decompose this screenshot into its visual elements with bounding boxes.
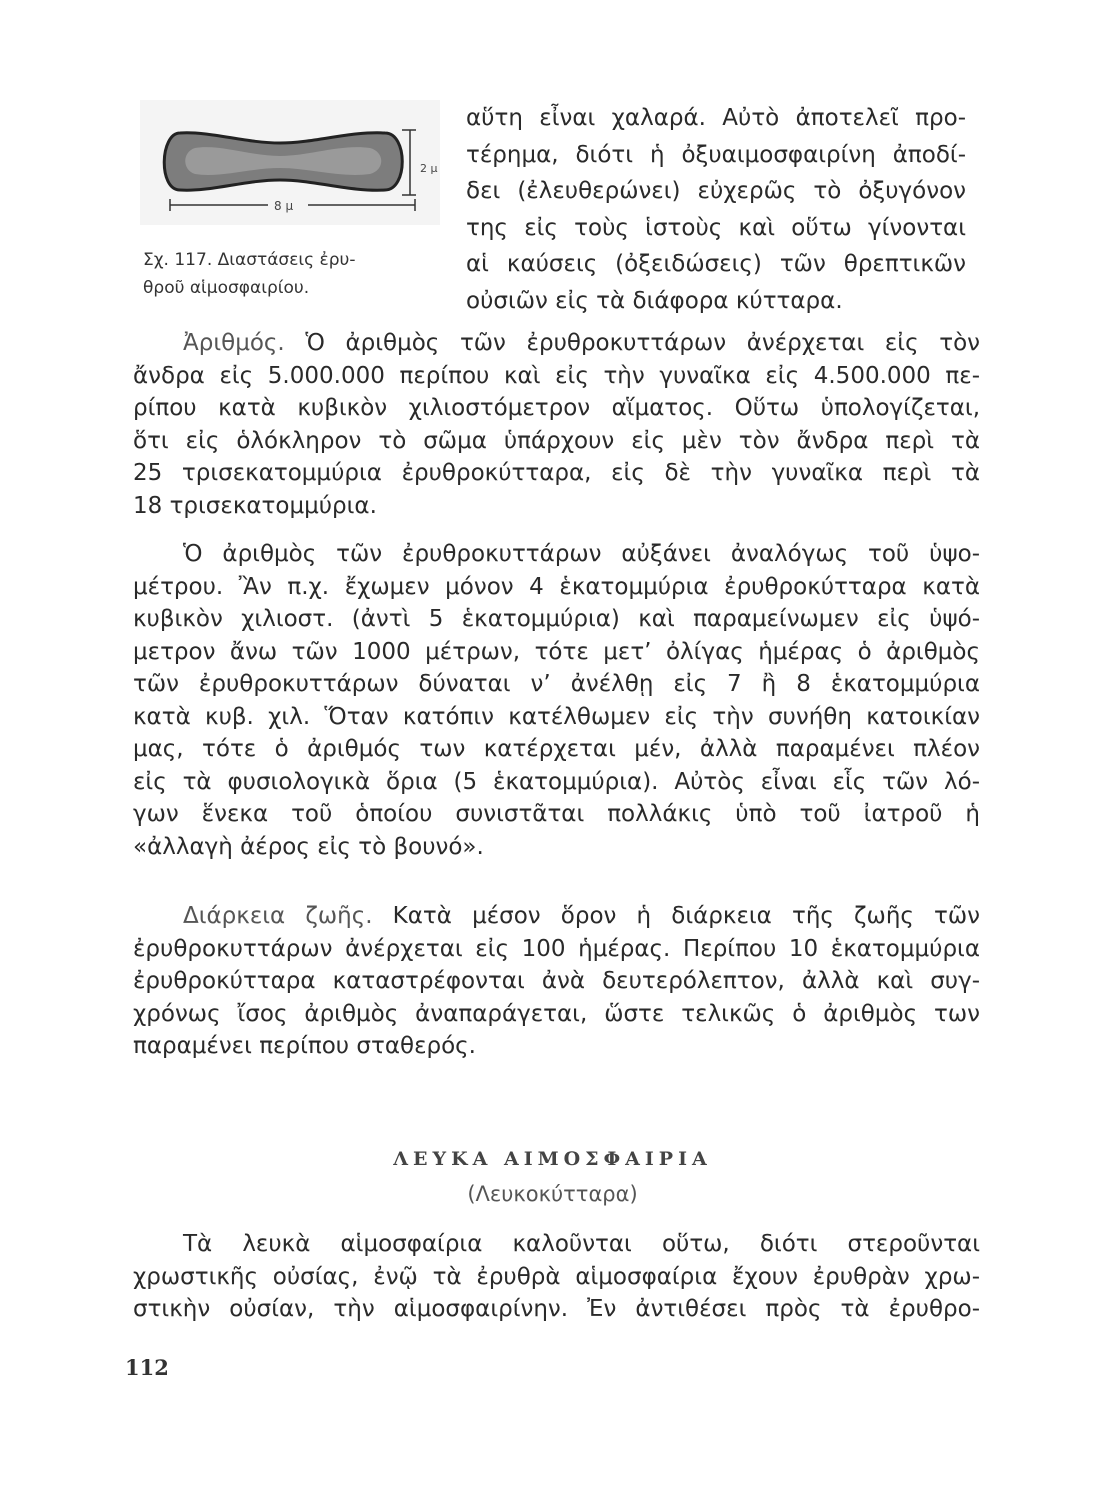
text-line: Ἀριθμός. Ὁ ἀριθμὸς τῶν ἐρυθροκυττάρων ἀνέρχεται εἰς τὸν bbox=[183, 330, 980, 356]
text-line: τῶν ἐρυθροκυττάρων δύναται ν’ ἀνέλθῃ εἰς 7 ἢ 8 ἑκατομμύρια bbox=[133, 671, 980, 697]
width-label: 8 μ bbox=[274, 199, 294, 213]
text-line: 25 τρισεκατομμύρια ἐρυθροκύτταρα, εἰς δὲ τὴν γυναῖκα περὶ τὰ bbox=[133, 460, 980, 486]
altitude-paragraph bbox=[133, 538, 980, 863]
text-line: αἱ καύσεις (ὀξειδώσεις) τῶν θρεπτικῶν bbox=[466, 251, 966, 277]
text-line: κυβικὸν χιλιοστ. (ἀντὶ 5 ἑκατομμύρια) καὶ παραμείνωμεν εἰς ὑψό- bbox=[133, 606, 980, 632]
section-heading: Ἀριθμός. bbox=[183, 330, 285, 356]
lifespan-paragraph bbox=[133, 900, 980, 1063]
top-paragraph bbox=[466, 100, 966, 319]
text-line: μέτρου. Ἂν π.χ. ἔχωμεν μόνον 4 ἑκατομμύρια ἐρυθροκύτταρα κατὰ bbox=[133, 573, 980, 600]
text-line: οὐσιῶν εἰς τὰ διάφορα κύτταρα. bbox=[466, 287, 843, 314]
text-line: γων ἕνεκα τοῦ ὁποίου συνιστᾶται πολλάκις ὑπὸ τοῦ ἰατροῦ ἡ bbox=[133, 801, 980, 827]
caption-line: θροῦ αἱμοσφαιρίου. bbox=[143, 278, 310, 298]
text-line: μετρον ἄνω τῶν 1000 μέτρων, τότε μετ’ ὀλίγας ἡμέρας ὁ ἀριθμὸς bbox=[133, 638, 980, 665]
text-line: Διάρκεια ζωῆς. Κατὰ μέσον ὅρον ἡ διάρκεια τῆς ζωῆς τῶν bbox=[183, 903, 980, 929]
text-line: δει (ἐλευθερώνει) εὐχερῶς τὸ ὀξυγόνον bbox=[466, 178, 966, 204]
text-line: ρίπου κατὰ κυβικὸν χιλιοστόμετρον αἵματος. Οὕτω ὑπολογίζεται, bbox=[133, 395, 980, 421]
section-heading: Διάρκεια ζωῆς. bbox=[183, 903, 373, 929]
text-line: ὅτι εἰς ὁλόκληρον τὸ σῶμα ὑπάρχουν εἰς μὲν τὸν ἄνδρα περὶ τὰ bbox=[133, 427, 980, 454]
height-label: 2 μ bbox=[420, 162, 438, 175]
text-line: 18 τρισεκατομμύρια. bbox=[133, 492, 377, 519]
text-line: Ὁ ἀριθμὸς τῶν ἐρυθροκυττάρων αὐξάνει ἀναλόγως τοῦ ὑψο- bbox=[183, 541, 980, 567]
figure-caption bbox=[143, 246, 443, 302]
figure-117 bbox=[140, 100, 440, 225]
arithmos-paragraph bbox=[133, 327, 980, 522]
text-line: ἄνδρα εἰς 5.000.000 περίπου καὶ εἰς τὴν γυναῖκα εἰς 4.500.000 πε- bbox=[133, 362, 980, 389]
text-line: χρόνως ἴσος ἀριθμὸς ἀναπαράγεται, ὥστε τελικῶς ὁ ἀριθμὸς των bbox=[133, 1000, 980, 1027]
text-line: χρωστικῆς οὐσίας, ἐνῷ τὰ ἐρυθρὰ αἱμοσφαίρια ἔχουν ἐρυθρὰν χρω- bbox=[133, 1263, 980, 1290]
text-line: παραμένει περίπου σταθερός. bbox=[133, 1033, 476, 1059]
section-title: ΛΕΥΚΑ ΑΙΜΟΣΦΑΙΡΙΑ bbox=[393, 1148, 712, 1170]
erythrocyte-diagram bbox=[140, 100, 440, 225]
text-line: μας, τότε ὁ ἀριθμός των κατέρχεται μέν, ἀλλὰ παραμένει πλέον bbox=[133, 736, 980, 762]
text-line: αὕτη εἶναι χαλαρά. Αὐτὸ ἀποτελεῖ προ- bbox=[466, 105, 966, 131]
section-subtitle: (Λευκοκύτταρα) bbox=[467, 1182, 638, 1206]
leukocytes-paragraph bbox=[133, 1228, 980, 1326]
text-line: ἐρυθροκυττάρων ἀνέρχεται εἰς 100 ἡμέρας. Περίπου 10 ἑκατομμύρια bbox=[133, 935, 980, 962]
caption-line: Σχ. 117. Διαστάσεις ἐρυ- bbox=[143, 250, 356, 270]
text-line: ἐρυθροκύτταρα καταστρέφονται ἀνὰ δευτερόλεπτον, ἀλλὰ καὶ συγ- bbox=[133, 968, 980, 994]
page-number: 112 bbox=[125, 1355, 169, 1380]
text-line: κατὰ κυβ. χιλ. Ὅταν κατόπιν κατέλθωμεν εἰς τὴν συνήθη κατοικίαν bbox=[133, 703, 980, 730]
text-line: τέρημα, διότι ἡ ὀξυαιμοσφαιρίνη ἀποδί- bbox=[466, 141, 966, 168]
text-line: εἰς τὰ φυσιολογικὰ ὅρια (5 ἑκατομμύρια). Αὐτὸς εἶναι εἷς τῶν λό- bbox=[133, 768, 980, 795]
text-line: της εἰς τοὺς ἱστοὺς καὶ οὕτω γίνονται bbox=[466, 214, 966, 241]
text-line: Τὰ λευκὰ αἱμοσφαίρια καλοῦνται οὕτω, διότι στεροῦνται bbox=[183, 1231, 980, 1257]
text-line: στικὴν οὐσίαν, τὴν αἱμοσφαιρίνην. Ἐν ἀντιθέσει πρὸς τὰ ἐρυθρο- bbox=[133, 1296, 980, 1322]
text-line: «ἀλλαγὴ ἀέρος εἰς τὸ βουνό». bbox=[133, 833, 484, 860]
